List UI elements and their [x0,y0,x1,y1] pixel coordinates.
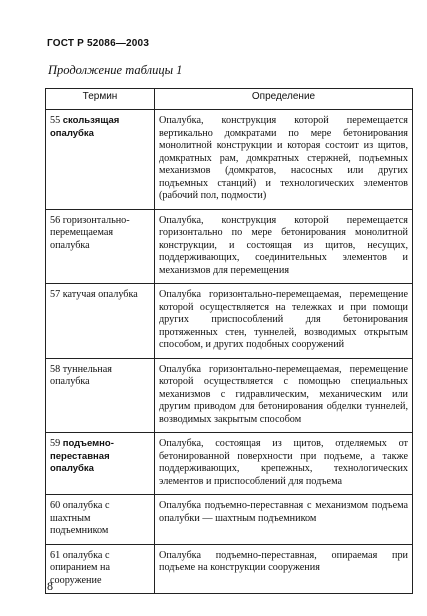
table-header-row [46,89,413,110]
term-text: опалубка с опиранием на сооружение [50,549,111,586]
term-number: 55 [50,115,61,126]
page-number: 8 [47,579,53,593]
definition-cell: Опалубка подъемно-переставная с механизмом подъема опалубки — шахтным подъемником [155,495,413,545]
document-header: ГОСТ Р 52086—2003 [47,38,150,49]
term-cell [46,433,155,495]
term-cell [46,284,155,359]
table-row [46,495,413,545]
term-number: 59 [50,438,61,449]
term-number: 60 [50,500,61,511]
definition-cell: Опалубка, конструкция которой перемещается вертикально домкратами по мере бетонирования монолитной конструкции и которая состоит из щитов, домкратных рам, домкратных стержней, подъемных механизмов (домкратов, насосных или других подъемных станций) и технологических элементов (рабочий пол, подмости) [155,110,413,210]
table-row [46,110,413,210]
terms-table [45,88,413,594]
table-continuation-caption: Продолжение таблицы 1 [48,63,183,77]
definition-cell: Опалубка подъемно-переставная, опираемая при подъеме на конструкции сооружения [155,544,413,594]
term-cell [46,358,155,433]
term-number: 56 [50,214,61,226]
term-text: опалубка с шахтным подъемником [50,500,110,536]
term-text: подъемно-переставная опалубка [50,438,114,474]
term-text: туннельная опалубка [50,363,112,387]
term-number: 61 [50,549,61,561]
term-text: горизонтально-перемещаемая опалубка [50,214,130,251]
table-row [46,433,413,495]
column-header-term: Термин [46,89,155,110]
term-cell [46,209,155,284]
term-number: 58 [50,363,61,375]
column-header-definition: Определение [155,89,413,110]
definition-cell: Опалубка, конструкция которой перемещается горизонтально по мере бетонирования монолитной конструкции, и состоящая из щитов, несущих, поддерживающих, соединительных элементов и механизмов для перемещения [155,209,413,284]
term-cell [46,495,155,545]
term-cell [46,110,155,210]
table-row [46,358,413,433]
definition-cell: Опалубка горизонтально-перемещаемая, перемещение которой осуществляется на тележках и при помощи других приспособлений для бетонирования протяженных стен, туннелей, возводимых открытым способом, и других подобных сооружений [155,284,413,359]
definition-cell: Опалубка горизонтально-перемещаемая, перемещение которой осуществляется с помощью специальных механизмов с гидравлическим, механическим или другим приводом для бетонирования обделки туннелей, возводимых закрытым способом [155,358,413,433]
table-row [46,284,413,359]
term-number: 57 [50,289,61,300]
term-cell [46,544,155,594]
table-row [46,544,413,594]
term-text: катучая опалубка [62,289,138,300]
definition-cell: Опалубка, состоящая из щитов, отделяемых от бетонированной поверхности при подъеме, а также поддерживающих, крепежных, технологических элементов и приспособлений для подъема [155,433,413,495]
term-text: скользящая опалубка [50,115,120,139]
table-row [46,209,413,284]
